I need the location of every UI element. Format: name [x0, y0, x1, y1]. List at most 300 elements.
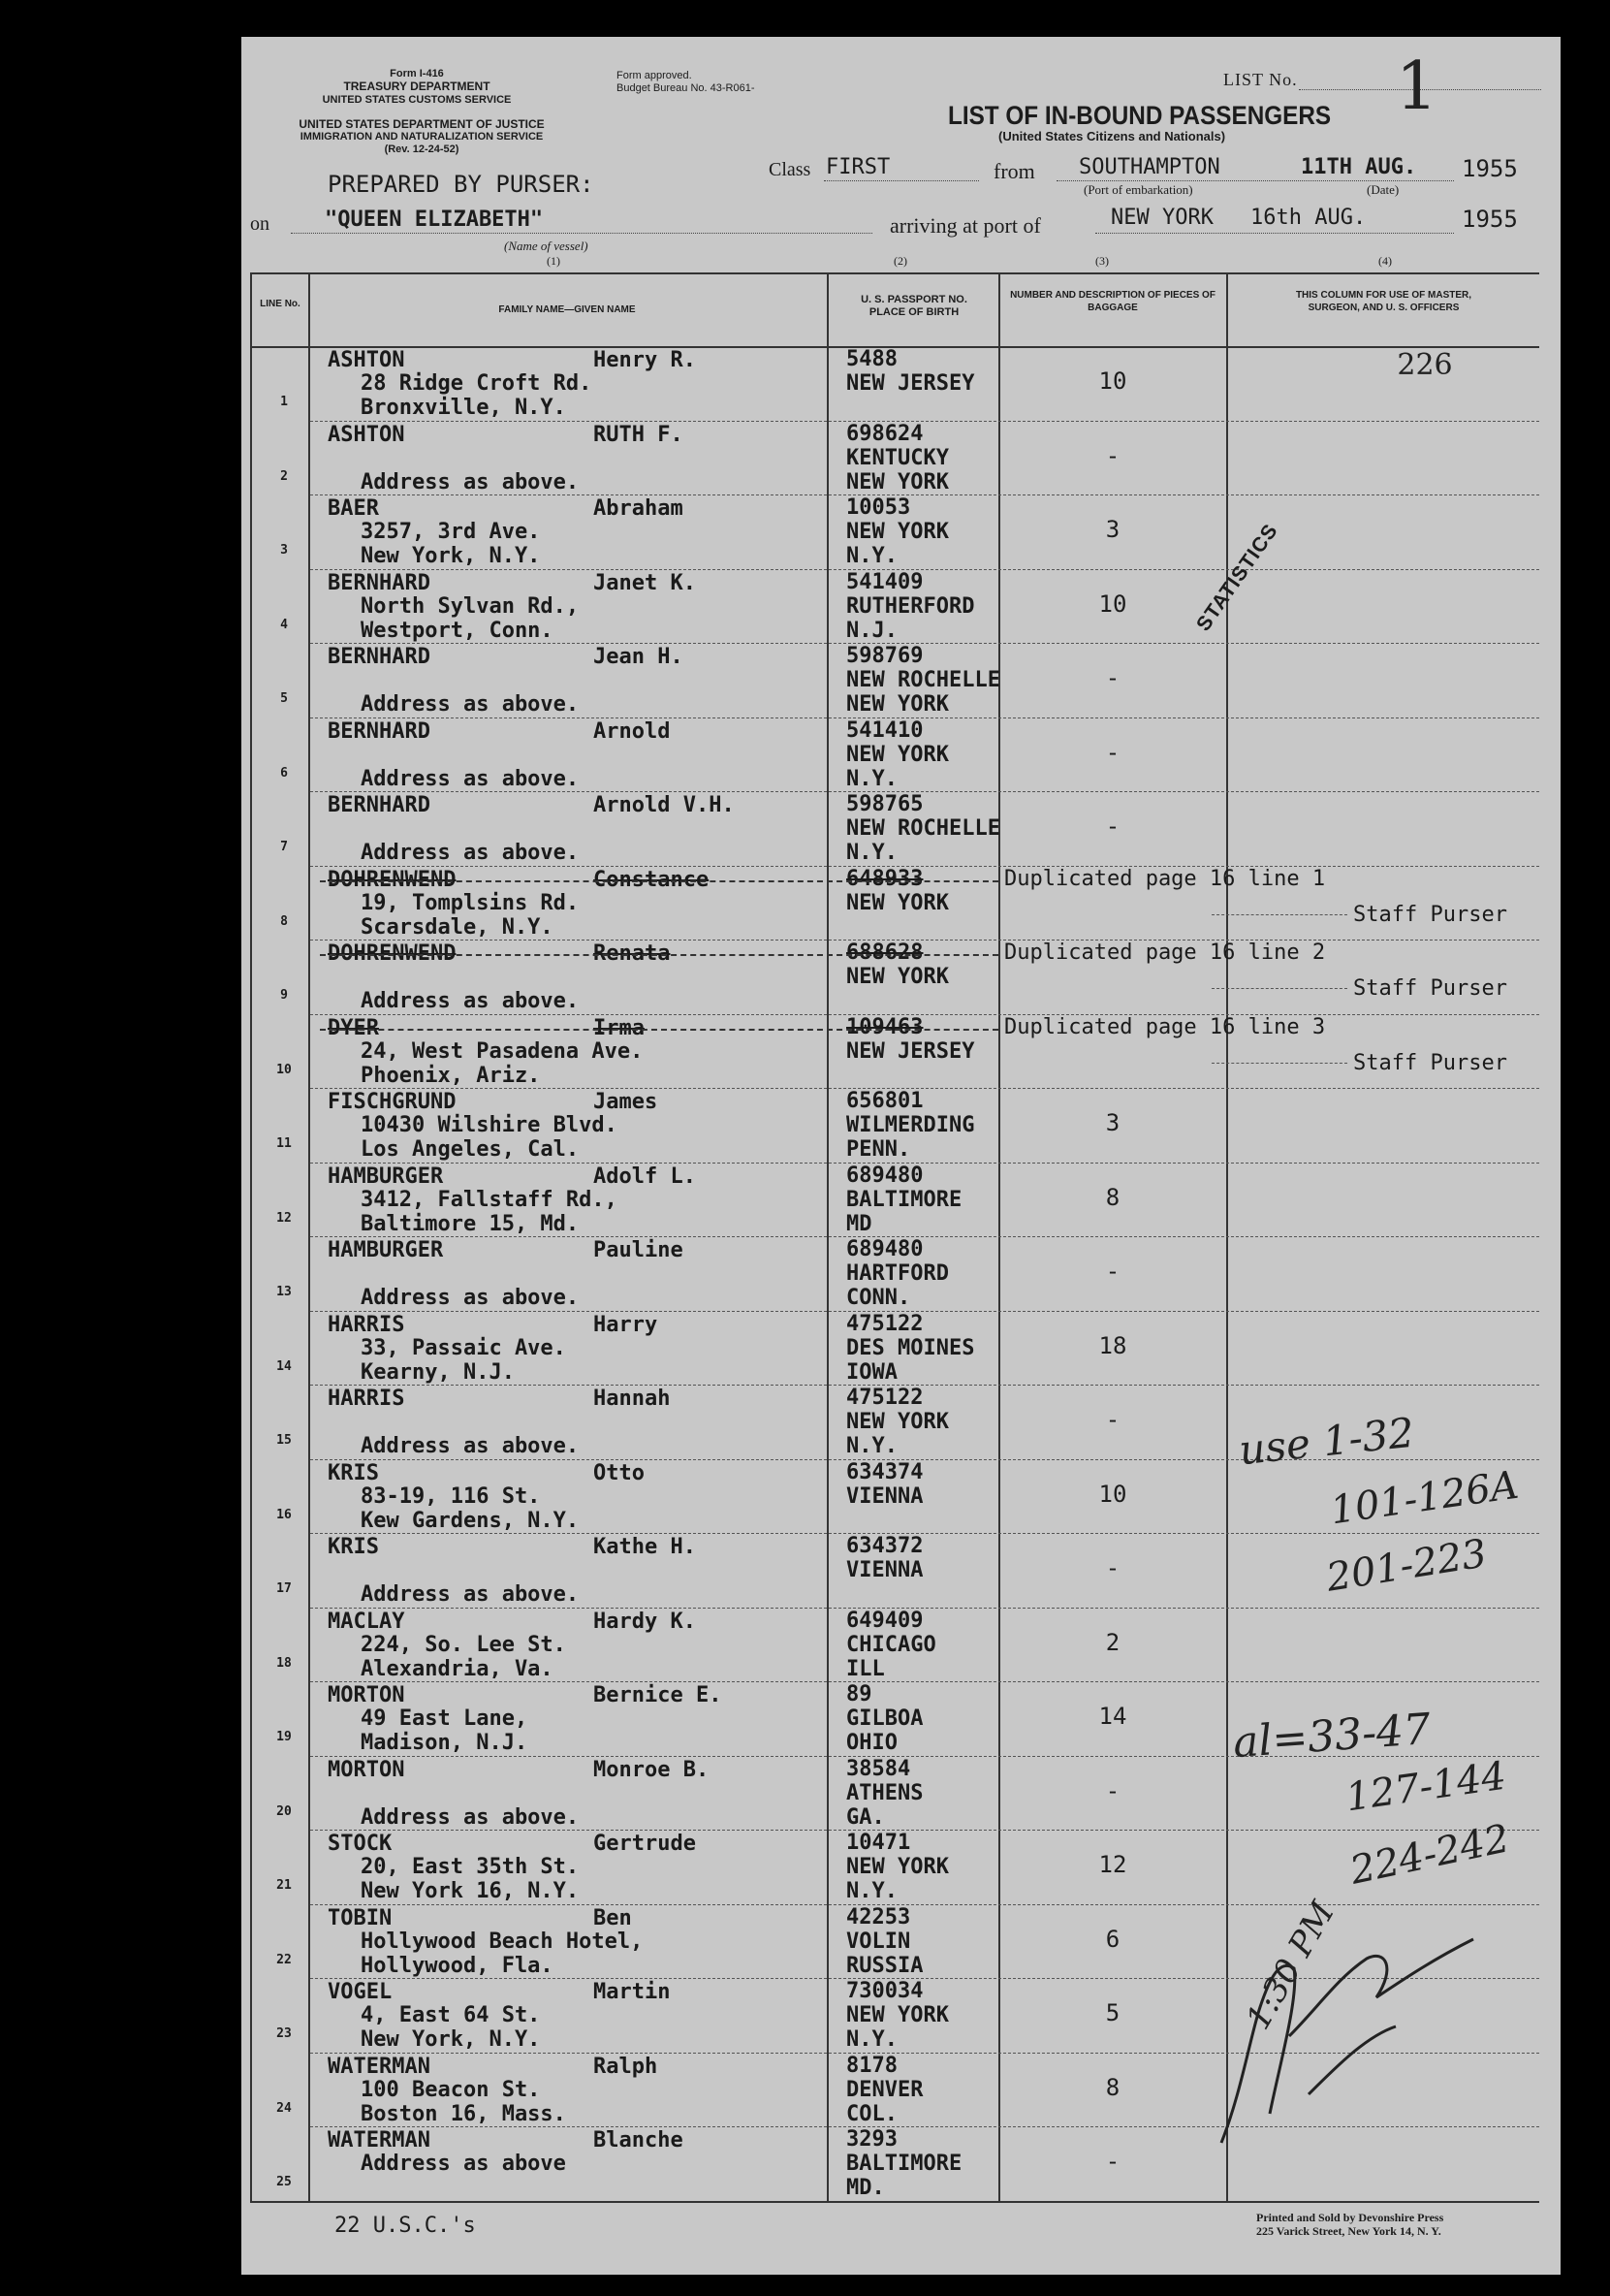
vessel-name: "QUEEN ELIZABETH": [325, 207, 544, 232]
strike-through-line: [320, 1029, 998, 1031]
treasury-department: TREASURY DEPARTMENT: [343, 80, 490, 93]
place-of-birth-1: BALTIMORE: [846, 1187, 963, 1212]
handwritten-note-6: 224-242: [1346, 1816, 1514, 1894]
line-number: 1: [280, 395, 288, 409]
place-of-birth-1: DES MOINES: [846, 1335, 975, 1360]
place-of-birth-1: DENVER: [846, 2077, 924, 2102]
row-separator: [310, 569, 1539, 570]
passport-number: 688628: [846, 941, 924, 965]
form-number: Form I-416: [390, 68, 444, 80]
col-header-line: LINE No.: [260, 299, 300, 309]
passenger-given-name: RUTH F.: [593, 422, 683, 447]
line-number: 11: [276, 1136, 292, 1151]
passenger-address-1: 20, East 35th St.: [361, 1855, 580, 1879]
baggage-count: 5: [1105, 1999, 1121, 2026]
port-embarkation: SOUTHAMPTON: [1079, 155, 1220, 179]
passenger-family-name: TOBIN: [328, 1905, 393, 1930]
place-of-birth-1: VIENNA: [846, 1483, 924, 1509]
passenger-family-name: HARRIS: [328, 1387, 405, 1411]
passenger-given-name: Blanche: [593, 2128, 683, 2152]
line-number: 17: [276, 1581, 292, 1596]
passenger-family-name: BERNHARD: [328, 645, 430, 669]
passenger-given-name: Ben: [593, 1905, 632, 1930]
passenger-given-name: Irma: [593, 1015, 645, 1040]
dept-justice: UNITED STATES DEPARTMENT OF JUSTICE: [299, 117, 545, 131]
row-separator: [310, 1830, 1539, 1831]
col-divider-baggage: [1226, 272, 1228, 2203]
row-separator: [310, 940, 1539, 941]
place-of-birth-1: HARTFORD: [846, 1261, 949, 1286]
handwritten-time: 1:30 PM: [1239, 1895, 1343, 2036]
place-of-birth-1: KENTUCKY: [846, 445, 949, 470]
punch-hole: [124, 754, 168, 801]
passport-number: 598769: [846, 644, 924, 668]
line-number: 13: [276, 1285, 292, 1299]
passenger-family-name: MACLAY: [328, 1609, 405, 1634]
place-of-birth-2: CONN.: [846, 1286, 911, 1310]
revision-date: (Rev. 12-24-52): [384, 144, 459, 155]
handwritten-note-5: 127-144: [1342, 1753, 1509, 1821]
passenger-family-name: BERNHARD: [328, 718, 430, 744]
place-of-birth-2: GA.: [846, 1804, 885, 1830]
line-number: 14: [276, 1358, 292, 1374]
place-of-birth-2: N.Y.: [846, 766, 898, 791]
col-header-name: FAMILY NAME—GIVEN NAME: [498, 304, 636, 315]
passport-number: 689480: [846, 1237, 924, 1261]
line-number: 20: [276, 1803, 292, 1819]
passenger-given-name: Hardy K.: [593, 1609, 696, 1634]
passenger-family-name: WATERMAN: [328, 2054, 430, 2079]
passenger-family-name: HAMBURGER: [328, 1238, 444, 1262]
passenger-family-name: MORTON: [328, 1757, 405, 1782]
signature-line: [1212, 988, 1347, 989]
passenger-family-name: STOCK: [328, 1832, 393, 1856]
passenger-given-name: Hannah: [593, 1387, 671, 1411]
passenger-given-name: Arnold V.H.: [593, 793, 735, 817]
place-of-birth-2: N.Y.: [846, 841, 898, 865]
passenger-address-2: Scarsdale, N.Y.: [361, 914, 553, 940]
passenger-address-2: Address as above.: [361, 1434, 580, 1458]
place-of-birth-2: N.Y.: [846, 1879, 898, 1903]
officer-note: 226: [1397, 348, 1453, 382]
table-bottom-border: [250, 2201, 1539, 2203]
handwritten-note-4: al=33-47: [1231, 1704, 1433, 1769]
embark-date: 11TH AUG.: [1301, 155, 1417, 179]
passport-number: 648933: [846, 866, 924, 891]
place-of-birth-1: NEW ROCHELLE: [846, 816, 1000, 841]
passenger-address-1: Hollywood Beach Hotel,: [361, 1929, 644, 1954]
passport-number: 541409: [846, 569, 924, 594]
passenger-address-2: Alexandria, Va.: [361, 1656, 553, 1681]
row-separator: [310, 1163, 1539, 1164]
passenger-address-2: Boston 16, Mass.: [361, 2101, 566, 2126]
duplicate-note: Duplicated page 16 line 1: [1004, 866, 1326, 891]
budget-bureau: Budget Bureau No. 43-R061-: [616, 82, 755, 94]
place-of-birth-2: N.J.: [846, 618, 898, 643]
vessel-caption: (Name of vessel): [504, 239, 588, 253]
passport-number: 689480: [846, 1163, 924, 1188]
line-number: 5: [280, 691, 288, 706]
year-embark: 1955: [1462, 155, 1518, 182]
line-number: 24: [276, 2100, 292, 2116]
list-no-value: 1: [1396, 48, 1438, 125]
place-of-birth-2: MD.: [846, 2176, 885, 2200]
row-separator: [310, 1311, 1539, 1312]
place-of-birth-1: NEW YORK: [846, 1855, 949, 1879]
line-number: 21: [276, 1878, 292, 1893]
handwritten-note-3: 201-223: [1323, 1531, 1490, 1601]
baggage-count: -: [1105, 1554, 1121, 1581]
signature-line: [1212, 1063, 1347, 1064]
line-number: 3: [280, 543, 288, 558]
line-number: 2: [280, 468, 288, 484]
place-of-birth-2: IOWA: [846, 1359, 898, 1385]
punch-hole: [118, 218, 159, 265]
row-separator: [310, 1681, 1539, 1682]
passenger-given-name: Abraham: [593, 496, 683, 521]
baggage-count: 3: [1105, 516, 1121, 543]
port-embark-caption: (Port of embarkation): [1084, 182, 1193, 197]
passenger-address-2: Address as above.: [361, 1582, 580, 1607]
passenger-address-2: Phoenix, Ariz.: [361, 1063, 541, 1088]
passport-number: 8178: [846, 2053, 898, 2078]
row-separator: [310, 494, 1539, 495]
strike-through-line: [320, 880, 998, 882]
passport-number: 649409: [846, 1608, 924, 1633]
place-of-birth-1: NEW JERSEY: [846, 1038, 975, 1064]
from-underline: [1057, 180, 1454, 181]
table-top-border: [250, 272, 1539, 274]
passenger-address-1: 3412, Fallstaff Rd.,: [361, 1187, 617, 1212]
handwritten-note-1: use 1-32: [1236, 1408, 1417, 1475]
passport-number: 656801: [846, 1089, 924, 1113]
passenger-given-name: Bernice E.: [593, 1683, 722, 1707]
col-caption-3: (3): [1095, 254, 1109, 268]
passenger-address-2: Hollywood, Fla.: [361, 1953, 553, 1978]
passenger-given-name: Janet K.: [593, 570, 696, 595]
table-left-border: [250, 272, 252, 2203]
on-label: on: [250, 213, 269, 235]
col-header-passport: U. S. PASSPORT NO. PLACE OF BIRTH: [861, 294, 967, 318]
class-value: FIRST: [826, 155, 891, 179]
baggage-count: 14: [1098, 1703, 1127, 1730]
baggage-count: -: [1105, 2148, 1121, 2175]
row-separator: [310, 1014, 1539, 1015]
passport-number: 10053: [846, 495, 911, 520]
staff-purser-label: Staff Purser: [1353, 976, 1507, 1001]
duplicate-note: Duplicated page 16 line 3: [1004, 1014, 1326, 1039]
line-number: 7: [280, 840, 288, 854]
passenger-given-name: Henry R.: [593, 348, 696, 372]
passenger-given-name: Harry: [593, 1312, 658, 1337]
punch-hole: [111, 76, 158, 122]
passenger-given-name: Otto: [593, 1460, 645, 1485]
place-of-birth-2: N.Y.: [846, 2027, 898, 2052]
arrival-port: NEW YORK: [1111, 206, 1214, 230]
passenger-family-name: KRIS: [328, 1535, 379, 1559]
staff-purser-label: Staff Purser: [1353, 902, 1507, 927]
line-number: 10: [276, 1062, 292, 1077]
col-caption-2: (2): [894, 254, 907, 268]
punch-hole: [121, 456, 165, 500]
row-separator: [310, 1608, 1539, 1609]
line-number: 4: [280, 617, 288, 632]
statistics-stamp: STATISTICS: [1192, 520, 1283, 636]
form-approved: Form approved.: [616, 70, 692, 81]
passenger-family-name: FISCHGRUND: [328, 1090, 457, 1114]
from-label: from: [994, 159, 1035, 183]
col-caption-4: (4): [1378, 254, 1392, 268]
baggage-count: -: [1105, 1776, 1121, 1804]
class-label: Class: [769, 159, 811, 180]
arrival-date: 16th AUG.: [1250, 206, 1367, 230]
form-title: LIST OF IN-BOUND PASSENGERS: [948, 101, 1332, 130]
baggage-count: 8: [1105, 1183, 1121, 1211]
officer-signature: [1202, 1920, 1522, 2162]
line-number: 9: [280, 988, 288, 1003]
place-of-birth-2: RUSSIA: [846, 1953, 924, 1978]
passenger-address-2: Baltimore 15, Md.: [361, 1211, 580, 1236]
customs-service: UNITED STATES CUSTOMS SERVICE: [322, 94, 512, 106]
place-of-birth-1: ATHENS: [846, 1780, 924, 1805]
passenger-given-name: Jean H.: [593, 645, 683, 669]
usc-count: 22 U.S.C.'s: [334, 2214, 476, 2238]
passenger-address-1: North Sylvan Rd.,: [361, 593, 580, 619]
passenger-address-2: Address as above.: [361, 1804, 580, 1830]
place-of-birth-2: N.Y.: [846, 544, 898, 568]
passenger-given-name: Pauline: [593, 1238, 683, 1262]
passenger-family-name: DOHRENWEND: [328, 941, 457, 966]
vessel-underline: [291, 233, 872, 234]
baggage-count: -: [1105, 1258, 1121, 1285]
baggage-count: 12: [1098, 1851, 1127, 1878]
staff-purser-label: Staff Purser: [1353, 1050, 1507, 1075]
place-of-birth-2: OHIO: [846, 1731, 898, 1755]
baggage-count: -: [1105, 738, 1121, 766]
punch-hole: [136, 2145, 178, 2187]
col-caption-1: (1): [547, 254, 560, 268]
passenger-given-name: Arnold: [593, 718, 671, 744]
passenger-family-name: MORTON: [328, 1683, 405, 1707]
passenger-given-name: Adolf L.: [593, 1164, 696, 1189]
passenger-address-2: Kearny, N.J.: [361, 1359, 515, 1385]
line-number: 8: [280, 913, 288, 929]
row-separator: [310, 866, 1539, 867]
place-of-birth-1: RUTHERFORD: [846, 593, 975, 619]
baggage-count: -: [1105, 441, 1121, 469]
baggage-count: 10: [1098, 590, 1127, 618]
passenger-address-1: 19, Tomplsins Rd.: [361, 890, 580, 915]
duplicate-note: Duplicated page 16 line 2: [1004, 941, 1326, 965]
passenger-family-name: WATERMAN: [328, 2128, 430, 2152]
place-of-birth-1: NEW YORK: [846, 742, 949, 767]
line-number: 22: [276, 1952, 292, 1967]
passenger-family-name: ASHTON: [328, 422, 405, 447]
passenger-address-1: 83-19, 116 St.: [361, 1483, 541, 1509]
row-separator: [310, 1904, 1539, 1905]
col-divider-passport: [998, 272, 1000, 2203]
passenger-address-1: 28 Ridge Croft Rd.: [361, 371, 592, 396]
passport-number: 10471: [846, 1831, 911, 1855]
passenger-family-name: DOHRENWEND: [328, 867, 457, 892]
passenger-given-name: Ralph: [593, 2054, 658, 2079]
passenger-given-name: Gertrude: [593, 1832, 696, 1856]
passenger-given-name: Monroe B.: [593, 1757, 710, 1782]
strike-through-line: [320, 954, 998, 956]
place-of-birth-1: VOLIN: [846, 1929, 911, 1954]
list-no-label: LIST No.: [1223, 70, 1298, 89]
passenger-address-2: New York, N.Y.: [361, 544, 541, 568]
baggage-count: 8: [1105, 2073, 1121, 2101]
passenger-address-2: New York 16, N.Y.: [361, 1879, 580, 1903]
passenger-address-2: Address as above.: [361, 841, 580, 865]
passport-number: 89: [846, 1682, 872, 1706]
arriving-label: arriving at port of: [890, 213, 1041, 238]
baggage-count: 10: [1098, 1480, 1127, 1508]
row-separator: [310, 643, 1539, 644]
col-divider-line: [308, 272, 310, 2203]
passenger-given-name: Renata: [593, 941, 671, 966]
passenger-address-2: Address as above.: [361, 692, 580, 717]
prepared-by-label: PREPARED BY PURSER:: [328, 171, 594, 198]
row-separator: [310, 421, 1539, 422]
handwritten-note-2: 101-126A: [1327, 1462, 1522, 1534]
passenger-family-name: DYER: [328, 1015, 379, 1040]
place-of-birth-1: CHICAGO: [846, 1632, 936, 1657]
passenger-address-2: New York, N.Y.: [361, 2027, 541, 2052]
passport-number: 634372: [846, 1534, 924, 1558]
col-header-baggage: NUMBER AND DESCRIPTION OF PIECES OF BAGGAGE: [1010, 290, 1215, 313]
passport-number: 5488: [846, 347, 898, 371]
passport-number: 541410: [846, 718, 924, 743]
passenger-address-1: 100 Beacon St.: [361, 2077, 541, 2102]
passport-number: 698624: [846, 421, 924, 446]
baggage-count: -: [1105, 664, 1121, 691]
year-arrival: 1955: [1462, 206, 1518, 233]
col-header-officers: THIS COLUMN FOR USE OF MASTER, SURGEON, AND U. S. OFFICERS: [1295, 290, 1472, 313]
form-subtitle: (United States Citizens and Nationals): [998, 129, 1226, 144]
class-underline: [824, 180, 979, 181]
place-of-birth-2: NEW YORK: [846, 469, 949, 494]
passenger-family-name: KRIS: [328, 1460, 379, 1485]
place-of-birth-2: COL.: [846, 2101, 898, 2126]
passenger-address-2: Madison, N.J.: [361, 1731, 528, 1755]
baggage-count: -: [1105, 813, 1121, 840]
place-of-birth-2: PENN.: [846, 1137, 911, 1162]
passenger-given-name: James: [593, 1090, 658, 1114]
passenger-address-1: 10430 Wilshire Blvd.: [361, 1113, 617, 1137]
line-number: 15: [276, 1433, 292, 1448]
passenger-address-2: Westport, Conn.: [361, 618, 553, 643]
passport-number: 42253: [846, 1904, 911, 1929]
passenger-family-name: BERNHARD: [328, 570, 430, 595]
row-separator: [310, 1088, 1539, 1089]
passenger-given-name: Kathe H.: [593, 1535, 696, 1559]
place-of-birth-1: NEW YORK: [846, 890, 949, 915]
place-of-birth-2: NEW YORK: [846, 692, 949, 717]
passenger-family-name: ASHTON: [328, 348, 405, 372]
baggage-count: 10: [1098, 367, 1127, 395]
passenger-address-2: Address as above.: [361, 469, 580, 494]
place-of-birth-1: NEW YORK: [846, 2003, 949, 2027]
row-separator: [310, 1385, 1539, 1386]
line-number: 16: [276, 1507, 292, 1522]
passenger-address-2: Kew Gardens, N.Y.: [361, 1508, 580, 1533]
passenger-address-1: Address as above: [361, 2152, 566, 2176]
line-number: 25: [276, 2175, 292, 2189]
baggage-count: -: [1105, 1406, 1121, 1433]
passenger-address-2: Address as above.: [361, 1286, 580, 1310]
place-of-birth-2: ILL: [846, 1656, 885, 1681]
place-of-birth-2: MD: [846, 1211, 872, 1236]
baggage-count: 18: [1098, 1331, 1127, 1359]
place-of-birth-1: BALTIMORE: [846, 2152, 963, 2176]
row-separator: [310, 1533, 1539, 1534]
passenger-address-2: Address as above.: [361, 766, 580, 791]
passenger-address-2: Address as above.: [361, 989, 580, 1013]
place-of-birth-1: WILMERDING: [846, 1113, 975, 1137]
place-of-birth-1: NEW ROCHELLE: [846, 668, 1000, 692]
passenger-family-name: BERNHARD: [328, 793, 430, 817]
passenger-address-2: Bronxville, N.Y.: [361, 396, 566, 420]
row-separator: [310, 791, 1539, 792]
passenger-address-1: 33, Passaic Ave.: [361, 1335, 566, 1360]
passenger-family-name: HAMBURGER: [328, 1164, 444, 1189]
passenger-address-1: 4, East 64 St.: [361, 2003, 541, 2027]
passport-number: 730034: [846, 1979, 924, 2003]
baggage-count: 2: [1105, 1628, 1121, 1656]
col-divider-name: [827, 272, 829, 2203]
passport-number: 109463: [846, 1014, 924, 1039]
ins-service: IMMIGRATION AND NATURALIZATION SERVICE: [300, 131, 544, 143]
row-separator: [310, 1236, 1539, 1237]
place-of-birth-1: NEW YORK: [846, 1410, 949, 1434]
passenger-family-name: BAER: [328, 496, 379, 521]
passenger-family-name: VOGEL: [328, 1980, 393, 2004]
signature-line: [1212, 914, 1347, 915]
date-caption: (Date): [1367, 182, 1400, 197]
passport-number: 634374: [846, 1459, 924, 1484]
line-number: 12: [276, 1210, 292, 1226]
passenger-given-name: Constance: [593, 867, 710, 892]
passenger-address-1: 3257, 3rd Ave.: [361, 520, 541, 544]
baggage-count: 3: [1105, 1109, 1121, 1136]
line-number: 23: [276, 2026, 292, 2041]
passport-number: 598765: [846, 792, 924, 816]
line-number: 19: [276, 1730, 292, 1744]
printer-line-1: Printed and Sold by Devonshire Press: [1256, 2211, 1444, 2224]
place-of-birth-1: VIENNA: [846, 1558, 924, 1582]
punch-hole: [134, 1828, 176, 1871]
place-of-birth-1: NEW YORK: [846, 520, 949, 544]
printer-line-2: 225 Varick Street, New York 14, N. Y.: [1256, 2224, 1441, 2238]
passport-number: 3293: [846, 2127, 898, 2152]
place-of-birth-1: NEW JERSEY: [846, 371, 975, 396]
punch-hole: [131, 1498, 174, 1547]
line-number: 18: [276, 1655, 292, 1671]
arrival-underline: [1095, 233, 1454, 234]
passenger-family-name: HARRIS: [328, 1312, 405, 1337]
passenger-address-1: 49 East Lane,: [361, 1706, 528, 1731]
passport-number: 475122: [846, 1311, 924, 1336]
passenger-address-1: 224, So. Lee St.: [361, 1632, 566, 1657]
place-of-birth-1: NEW YORK: [846, 965, 949, 989]
place-of-birth-1: GILBOA: [846, 1706, 924, 1731]
passenger-address-2: Los Angeles, Cal.: [361, 1137, 580, 1162]
baggage-count: 6: [1105, 1925, 1121, 1953]
passport-number: 475122: [846, 1386, 924, 1410]
place-of-birth-2: N.Y.: [846, 1434, 898, 1458]
